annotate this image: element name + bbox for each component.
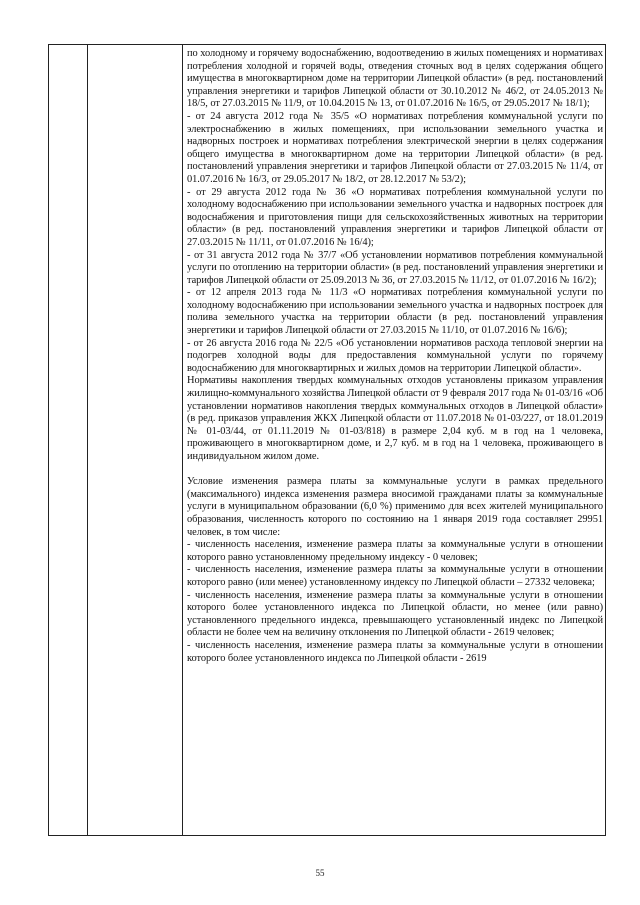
page-number: 55 <box>315 868 325 878</box>
paragraph: - численность населения, изменение размера платы за коммунальные услуги в отношении которого равно (или менее) установленному индексу по Липецкой области – 27332 человека; <box>187 564 603 588</box>
blank-line <box>187 464 603 477</box>
paragraph: - от 24 августа 2012 года № 35/5 «О нормативах потребления коммунальной услуги по электроснабжению в жилых помещениях, при использовании земельного участка и надворных построек и нормативах потребления электрической энергии в целях содержания общего имущества в многоквартирном доме на территории Липецкой области» (в ред. постановлений управления энергетики и тарифов Липецкой области от 27.03.2015 № 11/4, от 01.07.2016 № 16/3, от 29.05.2017 № 18/2, от 28.12.2017 № 53/2); <box>187 110 603 185</box>
paragraph: по холодному и горячему водоснабжению, водоотведению в жилых помещениях и нормативах потребления холодной и горячей воды, отведения сточных вод в целях содержания общего имущества в многоквартирном доме на территории Липецкой области» (в ред. постановлений управления энергетики и тарифов Липецкой области от 30.10.2012 № 46/2, от 24.05.2013 № 18/5, от 27.03.2015 № 11/9, от 10.04.2015 № 13, от 01.07.2016 № 16/5, от 29.05.2017 № 18/1); <box>187 48 603 110</box>
text-cell <box>187 48 603 665</box>
column-divider-2 <box>182 45 183 835</box>
paragraph: - численность населения, изменение размера платы за коммунальные услуги в отношении которого более установленного индекса по Липецкой области - 2619 <box>187 639 603 664</box>
paragraph: - от 26 августа 2016 года № 22/5 «Об установлении нормативов расхода тепловой энергии на подогрев холодной воды для предоставления коммунальной услуги по горячему водоснабжению для многоквартирных и жилых домов на территории Липецкой области». <box>187 337 603 374</box>
paragraph: - от 29 августа 2012 года № 36 «О нормативах потребления коммунальной услуги по холодному водоснабжению при использовании земельного участка и надворных построек для водоснабжения и приготовления пищи для сельскохозяйственных животных на территории области» (в ред. постановлений управления энергетики и тарифов Липецкой области от 27.03.2015 № 11/11, от 01.07.2016 № 16/4); <box>187 186 603 248</box>
paragraph: - численность населения, изменение размера платы за коммунальные услуги в отношении которого равно установленному предельному индексу - 0 человек; <box>187 539 603 563</box>
paragraph: - от 12 апреля 2013 года № 11/3 «О нормативах потребления коммунальной услуги по холодному водоснабжению при использовании земельного участка и надворных построек для полива земельного участка на территории области (в ред. постановлений управления энергетики и тарифов Липецкой области от 27.03.2015 № 11/10, от 01.07.2016 № 16/6); <box>187 287 603 337</box>
table-frame <box>48 44 606 836</box>
paragraph: - численность населения, изменение размера платы за коммунальные услуги в отношении которого более установленного индекса по Липецкой области, но менее (или равно) установленного предельного индекса, превышающего установленный индекс по Липецкой области не более чем на величину отклонения по Липецкой области - 2619 человек; <box>187 589 603 639</box>
paragraph: Условие изменения размера платы за коммунальные услуги в рамках предельного (максимального) индекса изменения размера вносимой гражданами платы за коммунальные услуги в муниципальном образовании (6,0 %) применимо для всех жителей муниципального образования, численность которого по состоянию на 1 января 2019 года составляет 29951 человек, в том числе: <box>187 476 603 538</box>
paragraph: - от 31 августа 2012 года № 37/7 «Об установлении нормативов потребления коммунальной услуги по отоплению на территории области» (в ред. постановлений управления энергетики и тарифов Липецкой области от 25.09.2013 № 36, от 27.03.2015 № 11/12, от 01.07.2016 № 16/2); <box>187 249 603 286</box>
column-divider-1 <box>87 45 88 835</box>
paragraph: Нормативы накопления твердых коммунальных отходов установлены приказом управления жилищно-коммунального хозяйства Липецкой области от 9 февраля 2017 года № 01-03/16 «Об установлении нормативов накопления твердых коммунальных отходов в Липецкой области» (в ред. приказов управления ЖКХ Липецкой области от 11.07.2018 № 01-03/227, от 18.01.2019 № 01-03/44, от 01.11.2019 № 01-03/818) в размере 2,04 куб. м в год на 1 человека, проживающего в многоквартирном доме, и 2,7 куб. м в год на 1 человека, проживающего в индивидуальном жилом доме. <box>187 375 603 462</box>
